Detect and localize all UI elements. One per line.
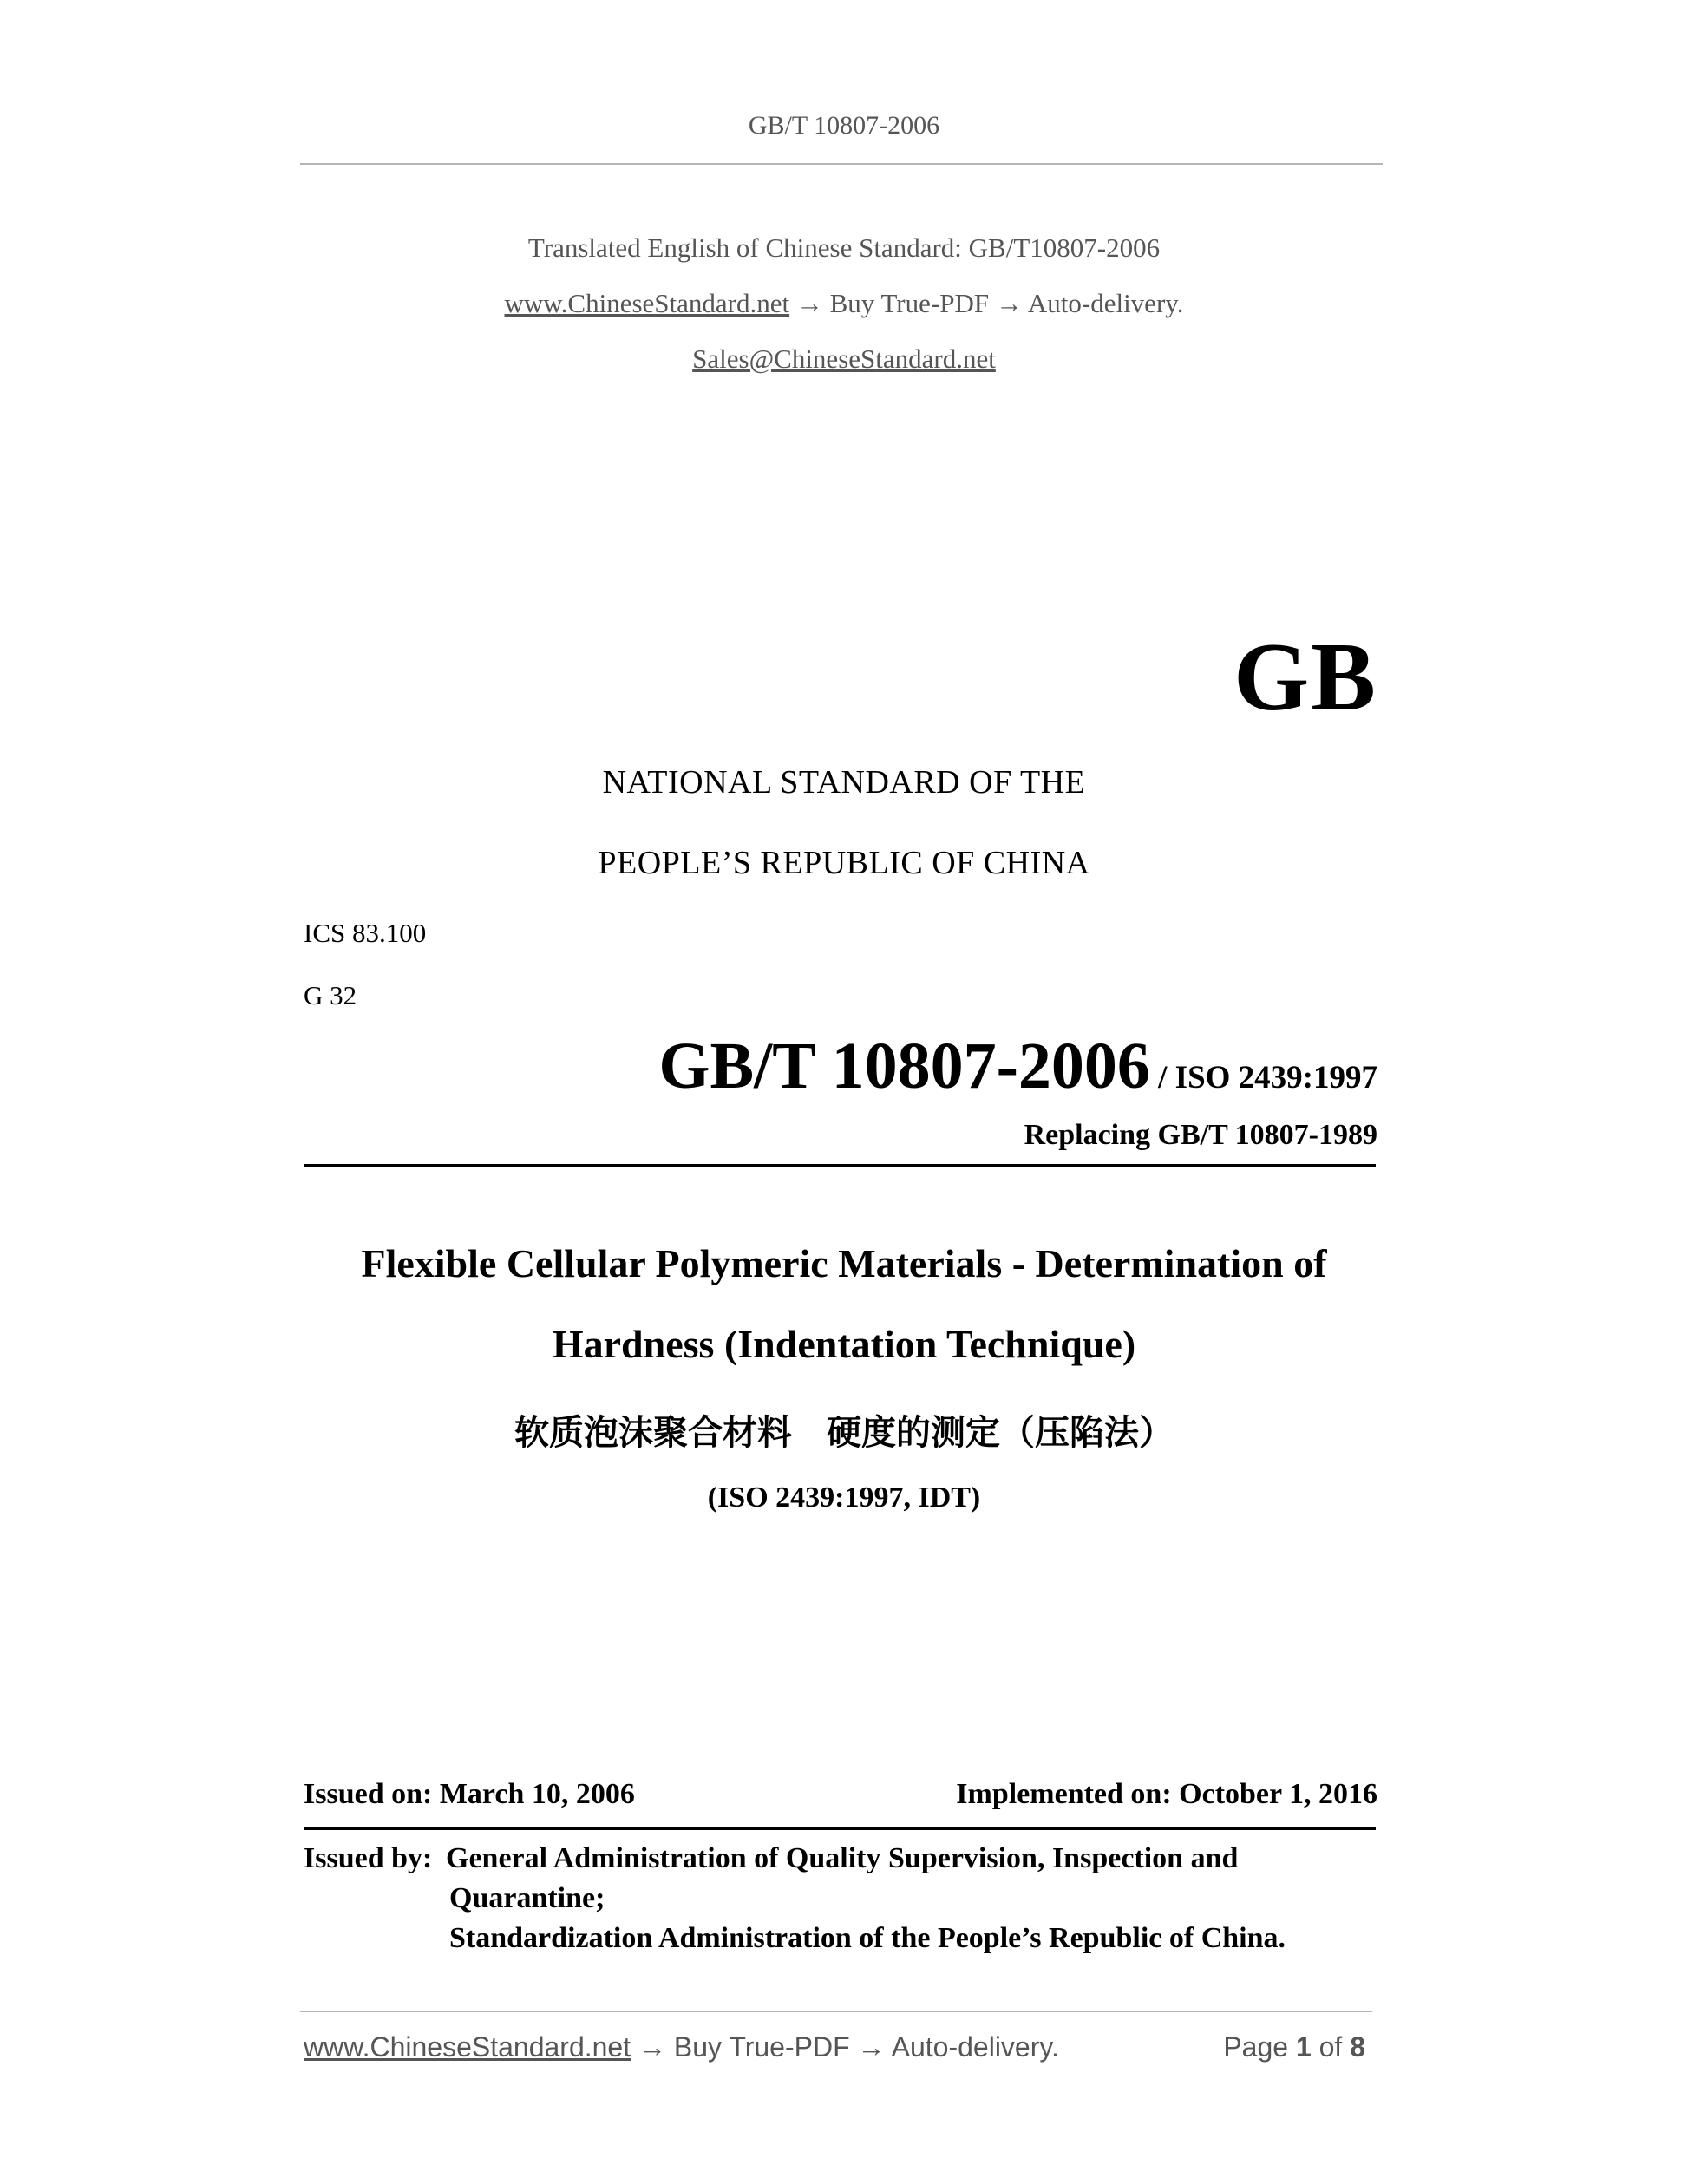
gb-mark: GB xyxy=(1233,624,1377,731)
issuer-line2: Quarantine; xyxy=(449,1882,605,1914)
header-divider xyxy=(300,163,1383,165)
promo-email-link[interactable]: Sales@ChineseStandard.net xyxy=(692,343,996,374)
implemented-on-date: Implemented on: October 1, 2016 xyxy=(956,1778,1377,1810)
promo-translation-line: Translated English of Chinese Standard: GB/T10807-2006 xyxy=(527,232,1161,263)
promo-buy-line xyxy=(0,288,1688,319)
footer-buy-line xyxy=(304,2031,1059,2063)
of-label: of xyxy=(1318,2031,1343,2063)
footer-buy-text: → Buy True-PDF → Auto-delivery. xyxy=(631,2031,1059,2063)
replacing-standard: Replacing GB/T 10807-1989 xyxy=(1024,1119,1377,1151)
footer-site-link[interactable]: www.ChineseStandard.net xyxy=(304,2031,631,2063)
issuer-line3: Standardization Administration of the People’s Republic of China. xyxy=(449,1922,1286,1954)
ics-code: ICS 83.100 xyxy=(304,918,427,948)
title-en-line1: Flexible Cellular Polymeric Materials - Determination of xyxy=(361,1241,1327,1285)
page-number: 1 xyxy=(1295,2031,1312,2063)
page-indicator xyxy=(1223,2031,1365,2063)
issued-on-date: Issued on: March 10, 2006 xyxy=(304,1778,635,1810)
standard-number-line xyxy=(658,1029,1377,1104)
footer-divider xyxy=(300,2011,1372,2012)
page-label: Page xyxy=(1223,2031,1289,2063)
issuer-line1: General Administration of Quality Supervision, Inspection and xyxy=(446,1842,1239,1874)
cover-divider-bottom xyxy=(304,1827,1376,1830)
title-en-line2: Hardness (Indentation Technique) xyxy=(552,1322,1136,1366)
running-header-title: GB/T 10807-2006 xyxy=(748,111,940,140)
national-standard-line2: PEOPLE’S REPUBLIC OF CHINA xyxy=(598,845,1090,881)
promo-buy-text: → Buy True-PDF → Auto-delivery. xyxy=(789,288,1184,318)
national-standard-line1: NATIONAL STANDARD OF THE xyxy=(602,764,1086,801)
iso-equivalent: / ISO 2439:1997 xyxy=(1149,1060,1377,1095)
title-zh: 软质泡沫聚合材料 硬度的测定（压陷法） xyxy=(514,1413,1174,1453)
cover-divider-top xyxy=(304,1164,1376,1167)
ccs-code: G 32 xyxy=(304,980,357,1010)
standard-number: GB/T 10807-2006 xyxy=(658,1030,1150,1102)
iso-idt-note: (ISO 2439:1997, IDT) xyxy=(707,1481,981,1514)
promo-site-link[interactable]: www.ChineseStandard.net xyxy=(504,288,790,318)
issued-by-label: Issued by: xyxy=(304,1842,433,1874)
page-total: 8 xyxy=(1350,2031,1365,2063)
promo-email-line xyxy=(0,343,1688,375)
